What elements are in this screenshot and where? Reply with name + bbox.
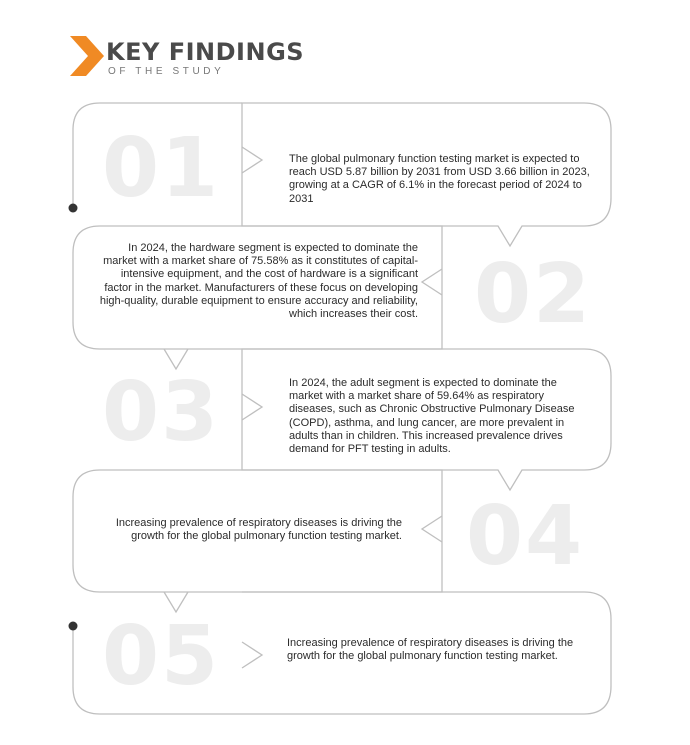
timeline-dot-bottom (69, 622, 78, 631)
timeline-dot-top (69, 204, 78, 213)
notch-03 (242, 394, 262, 420)
finding-text-04: Increasing prevalence of respiratory diseases is driving the growth for the global pulmonary function testing market. (115, 517, 402, 543)
finding-text-02: In 2024, the hardware segment is expected to dominate the market with a market share of 75.58% as it constitutes of capital-intensive equipment, and the cost of hardware is a significant factor in the market. Manufacturers of these focus on developing high-quality, durable equipment to ensure accuracy and reliability, which increases their cost. (99, 242, 418, 321)
notch-02 (422, 269, 442, 295)
page-title: KEY FINDINGS (106, 38, 305, 66)
finding-number-03: 03 (102, 365, 221, 460)
finding-text-05: Increasing prevalence of respiratory diseases is driving the growth for the global pulmonary function testing market. (287, 637, 574, 663)
notch-04 (422, 516, 442, 542)
finding-number-01: 01 (102, 121, 221, 216)
finding-number-05: 05 (102, 609, 221, 704)
notch-05 (242, 642, 262, 668)
finding-text-03: In 2024, the adult segment is expected to dominate the market with a market share of 59.64% as respiratory diseases, such as Chronic Obstructive Pulmonary Disease (COPD), asthma, and lung cancer, are more prevalent in adults than in children. This increased prevalence drives demand for PFT testing in adults. (289, 377, 575, 456)
notch-01 (242, 147, 262, 173)
finding-number-02: 02 (474, 247, 593, 342)
finding-number-04: 04 (466, 489, 585, 584)
finding-text-01: The global pulmonary function testing market is expected to reach USD 5.87 billion by 2031 from USD 3.66 billion in 2023, growing at a CAGR of 6.1% in the forecast period of 2024 to 2031 (289, 153, 590, 205)
page-subtitle: OF THE STUDY (108, 66, 225, 77)
